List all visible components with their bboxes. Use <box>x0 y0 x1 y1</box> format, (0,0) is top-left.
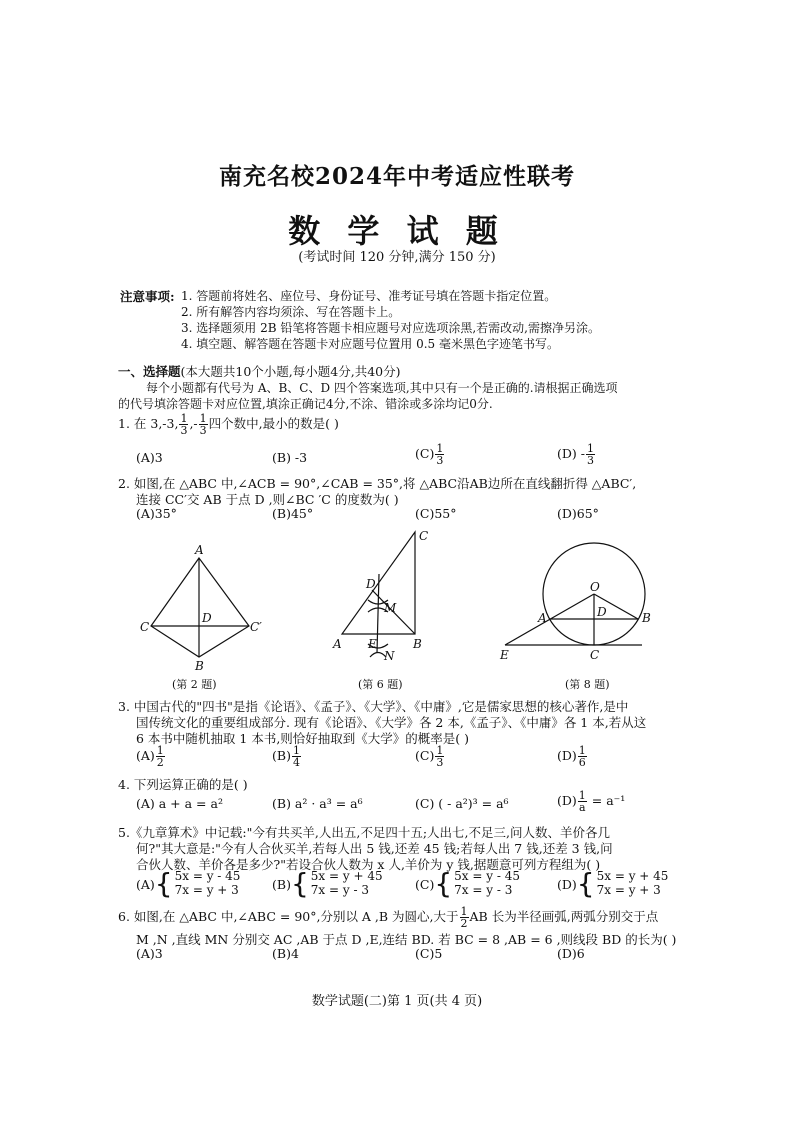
q6-line-2: M ,N ,直线 MN 分别交 AC ,AB 于点 D ,E,连结 BD. 若 BC = 8 ,AB = 6 ,则线段 BD 的长为( ) <box>136 932 677 947</box>
q2-option-d: (D)65° <box>557 506 599 521</box>
q6-option-a: (A)3 <box>136 946 163 961</box>
exam-info: (考试时间 120 分钟,满分 150 分) <box>298 250 496 265</box>
subject-title: 数 学 试 题 <box>288 212 506 250</box>
q4-option-d: (D) $\frac{1}{a}$ = a⁻¹ <box>557 789 626 814</box>
fig8-label-o: O <box>590 580 600 594</box>
q3-option-c: (C) $\frac{1}{3}$ <box>415 744 444 769</box>
q3-line-2: 国传统文化的重要组成部分. 现有《论语》、《大学》各 2 本,《孟子》、《中庸》各 1 本,若从这 <box>136 715 647 730</box>
q2-line-2: 连接 CC′交 AB 于点 D ,则∠BC ′C 的度数为( ) <box>136 492 399 507</box>
q5-line-2: 何?"其大意是:"今有人合伙买羊,若每人出 5 钱,还差 45 钱;若每人出 7 钱,还差 3 钱,问 <box>136 841 613 856</box>
fig2-label-c: C <box>140 620 150 634</box>
fig2-label-b: B <box>195 659 204 673</box>
q4-option-b: (B) a² · a³ = a⁶ <box>272 796 363 811</box>
q5-option-a: (A) { 5x = y - 45 7x = y + 3 <box>136 867 241 900</box>
q4-stem: 4. 下列运算正确的是( ) <box>118 777 248 792</box>
q6-line-1: 6. 如图,在 △ABC 中,∠ABC = 90°,分别以 A ,B 为圆心,大于 $\frac{1}{2}$ AB 长为半径画弧,两弧分别交于点 <box>118 905 659 930</box>
q6-option-c: (C)5 <box>415 946 443 961</box>
fig6-label-n: N <box>384 649 395 663</box>
fig6-label-m: M <box>384 601 397 615</box>
notice-item-2: 2. 所有解答内容均须涂、写在答题卡上。 <box>181 305 401 319</box>
figure-2 <box>151 558 249 657</box>
section-heading: 一、选择题(本大题共10个小题,每小题4分,共40分) <box>118 364 401 379</box>
section-intro-1: 每个小题都有代号为 A、B、C、D 四个答案选项,其中只有一个是正确的.请根据正确选项 <box>146 381 618 395</box>
q2-option-c: (C)55° <box>415 506 457 521</box>
q3-option-d: (D) $\frac{1}{6}$ <box>557 744 586 769</box>
q5-line-3: 合伙人数、羊价各是多少?"若设合伙人数为 x 人,羊价为 y 钱,据题意可列方程组为( ) <box>136 857 601 872</box>
q6-option-b: (B)4 <box>272 946 299 961</box>
fig6-label-e: E <box>368 637 377 651</box>
section-intro-2: 的代号填涂答题卡对应位置,填涂正确记4分,不涂、错涂或多涂均记0分. <box>118 397 493 411</box>
exam-title: 南充名校2024年中考适应性联考 <box>218 163 575 190</box>
fig2-caption: (第 2 题) <box>172 678 217 691</box>
fig8-label-a: A <box>538 611 547 625</box>
fig8-label-b: B <box>642 611 651 625</box>
q2-option-a: (A)35° <box>136 506 177 521</box>
q4-option-a: (A) a + a = a² <box>136 796 223 811</box>
q3-line-3: 6 本书中随机抽取 1 本书,则恰好抽取到《大学》的概率是( ) <box>136 731 470 746</box>
q5-option-d: (D) { 5x = y + 45 7x = y + 3 <box>557 867 669 900</box>
figure-8 <box>505 543 645 645</box>
fig8-caption: (第 8 题) <box>565 678 610 691</box>
notice-item-3: 3. 选择题须用 2B 铅笔将答题卡相应题号对应选项涂黑,若需改动,需擦净另涂。 <box>181 321 600 335</box>
q1-option-a: (A)3 <box>136 450 163 465</box>
fig6-label-c: C <box>419 529 429 543</box>
q5-line-1: 5.《九章算术》中记载:"今有共买羊,人出五,不足四十五;人出七,不足三,问人数、羊价各几 <box>118 825 610 840</box>
q5-option-c: (C) { 5x = y - 45 7x = y - 3 <box>415 867 520 900</box>
q1-option-d: (D) - $\frac{1}{3}$ <box>557 442 594 467</box>
notice-item-4: 4. 填空题、解答题在答题卡对应题号位置用 0.5 毫米黑色字迹笔书写。 <box>181 337 559 351</box>
q1-option-c: (C) $\frac{1}{3}$ <box>415 442 444 467</box>
q3-option-a: (A) $\frac{1}{2}$ <box>136 744 164 769</box>
fig2-label-c-prime: C′ <box>250 620 262 634</box>
fig8-label-c: C <box>590 648 600 662</box>
fig2-label-d: D <box>202 611 212 625</box>
fig6-label-a: A <box>333 637 342 651</box>
q5-option-b: (B) { 5x = y + 45 7x = y - 3 <box>272 867 383 900</box>
q3-option-b: (B) $\frac{1}{4}$ <box>272 744 300 769</box>
q2-option-b: (B)45° <box>272 506 314 521</box>
page-footer: 数学试题(二)第 1 页(共 4 页) <box>311 994 483 1009</box>
q1-stem: 1. 在 3,-3, $\frac{1}{3}$ ,- $\frac{1}{3}$ 四个数中,最小的数是( ) <box>118 412 339 437</box>
fig8-label-d: D <box>597 605 607 619</box>
notice-label: 注意事项: <box>120 289 175 304</box>
fig6-caption: (第 6 题) <box>358 678 403 691</box>
q6-option-d: (D)6 <box>557 946 585 961</box>
figure-6 <box>342 532 415 657</box>
q3-line-1: 3. 中国古代的"四书"是指《论语》、《孟子》、《大学》、《中庸》,它是儒家思想的核心著作,是中 <box>118 699 629 714</box>
fig2-label-a: A <box>195 543 204 557</box>
fig6-label-b: B <box>413 637 422 651</box>
fig6-label-d: D <box>366 577 376 591</box>
fig8-label-e: E <box>500 648 509 662</box>
q2-line-1: 2. 如图,在 △ABC 中,∠ACB = 90°,∠CAB = 35°,将 △ABC沿AB边所在直线翻折得 △ABC′, <box>118 476 637 491</box>
q1-option-b: (B) -3 <box>272 450 308 465</box>
notice-item-1: 1. 答题前将姓名、座位号、身份证号、准考证号填在答题卡指定位置。 <box>181 289 557 303</box>
q4-option-c: (C) ( - a²)³ = a⁶ <box>415 796 509 811</box>
